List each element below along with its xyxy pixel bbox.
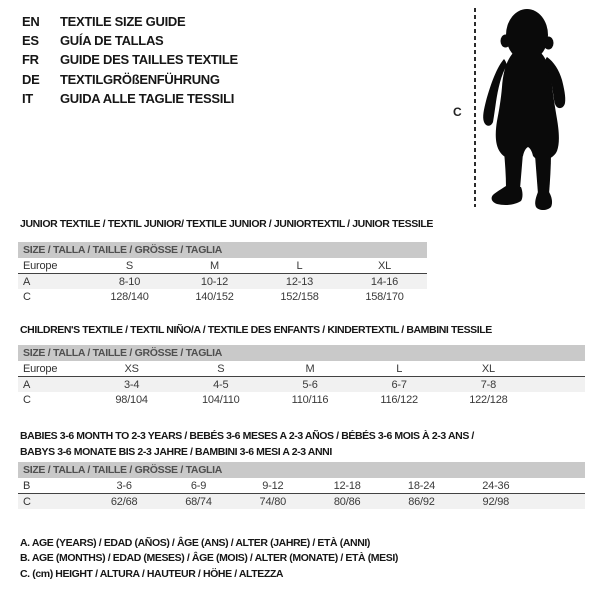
row-label: A (23, 275, 31, 288)
height-measure-label: C (453, 105, 462, 119)
row-label: C (23, 495, 31, 508)
spacer-cell (533, 392, 585, 407)
row-label: C (23, 393, 31, 406)
size-cell: 98/104 (115, 393, 148, 406)
size-table (18, 478, 585, 509)
size-cell: 152/158 (280, 290, 319, 303)
table-title-line: JUNIOR TEXTILE / TEXTIL JUNIOR/ TEXTILE JUNIOR / JUNIORTEXTIL / JUNIOR TESSILE (20, 218, 433, 230)
language-label: TEXTILE SIZE GUIDE (60, 14, 186, 29)
size-cell: 110/116 (291, 393, 329, 406)
language-row (22, 12, 238, 31)
footnote: A. AGE (YEARS) / EDAD (AÑOS) / ÂGE (ANS) / ALTER (JAHRE) / ETÀ (ANNI) (20, 537, 371, 549)
table-row (18, 478, 585, 494)
size-cell: 74/80 (259, 495, 287, 508)
size-header-bar: SIZE / TALLA / TAILLE / GRÖSSE / TAGLIA (18, 242, 427, 258)
size-cell: L (257, 258, 342, 274)
spacer-cell (533, 494, 585, 510)
size-header-bar: SIZE / TALLA / TAILLE / GRÖSSE / TAGLIA (18, 462, 585, 478)
spacer-cell (533, 361, 585, 377)
size-cell: M (265, 361, 354, 377)
size-cell: 10-12 (200, 275, 229, 288)
table-row (18, 258, 427, 274)
size-cell: M (172, 258, 257, 274)
row-label: C (23, 290, 31, 303)
language-code: IT (22, 90, 33, 106)
size-cell: XS (87, 361, 176, 377)
table-row (18, 289, 427, 304)
table-title (20, 322, 492, 338)
size-cell: 104/110 (202, 393, 240, 406)
size-cell: 5-6 (302, 378, 318, 391)
language-list (22, 12, 238, 108)
language-row (22, 70, 238, 89)
size-cell: S (176, 361, 265, 377)
language-code: ES (22, 33, 39, 49)
table-row (18, 494, 585, 510)
size-cell: 12-13 (285, 275, 314, 288)
table-row (18, 361, 585, 377)
table-row (18, 274, 427, 290)
language-code: DE (22, 71, 40, 87)
size-cell: 12-18 (310, 478, 384, 494)
size-cell: 24-36 (459, 478, 533, 494)
footnote-list (20, 536, 398, 582)
language-code: FR (22, 52, 39, 68)
row-label: Europe (18, 258, 87, 274)
size-cell: 158/170 (365, 290, 404, 303)
size-cell: 4-5 (213, 378, 229, 391)
spacer-cell (533, 478, 585, 494)
language-label: GUIDE DES TAILLES TEXTILE (60, 52, 238, 68)
size-cell: 6-9 (161, 478, 235, 494)
size-cell: 86/92 (408, 495, 435, 508)
size-cell: 9-12 (236, 478, 310, 494)
row-label: Europe (18, 361, 87, 377)
size-cell: 18-24 (384, 478, 458, 494)
table-title (20, 428, 474, 460)
size-cell: 80/86 (333, 495, 361, 508)
table-title-line: BABYS 3-6 MONATE BIS 2-3 JAHRE / BAMBINI 3-6 MESI A 2-3 ANNI (20, 446, 332, 458)
size-cell: 14-16 (370, 275, 399, 288)
row-label: B (18, 478, 87, 494)
size-header-bar: SIZE / TALLA / TAILLE / GRÖSSE / TAGLIA (18, 345, 585, 361)
size-cell: XL (444, 361, 533, 377)
footnote: C. (cm) HEIGHT / ALTURA / HAUTEUR / HÖHE / ALTEZZA (20, 567, 284, 580)
size-cell: 3-4 (123, 378, 140, 391)
toddler-silhouette-icon (478, 5, 578, 215)
table-title-line: CHILDREN'S TEXTILE / TEXTIL NIÑO/A / TEXTILE DES ENFANTS / KINDERTEXTIL / BAMBINI TESSILE (20, 324, 492, 336)
language-label: TEXTILGRÖßENFÜHRUNG (60, 71, 220, 87)
size-cell: 140/152 (195, 290, 234, 303)
size-cell: 68/74 (185, 495, 212, 508)
size-cell: 92/98 (482, 495, 510, 508)
language-code: EN (22, 14, 40, 29)
language-row (22, 31, 238, 50)
size-cell: 62/68 (110, 495, 138, 508)
footnote: B. AGE (MONTHS) / EDAD (MESES) / ÂGE (MOIS) / ALTER (MONATE) / ETÀ (MESI) (20, 552, 398, 565)
size-cell: 128/140 (110, 290, 149, 303)
language-label: GUÍA DE TALLAS (60, 33, 164, 49)
size-cell: 3-6 (87, 478, 161, 494)
size-cell: 6-7 (391, 378, 407, 391)
language-row (22, 50, 238, 69)
size-cell: S (87, 258, 172, 274)
size-cell: L (355, 361, 444, 377)
spacer-cell (533, 377, 585, 393)
size-cell: 122/128 (469, 393, 508, 406)
size-cell: 116/122 (380, 393, 418, 406)
size-cell: XL (342, 258, 427, 274)
language-row (22, 89, 238, 108)
table-row (18, 392, 585, 407)
row-label: A (23, 378, 31, 391)
language-label: GUIDA ALLE TAGLIE TESSILI (60, 90, 235, 106)
table-title (20, 216, 433, 232)
size-table (18, 258, 427, 304)
size-cell: 8-10 (118, 275, 141, 288)
size-table (18, 361, 585, 407)
size-cell: 7-8 (480, 378, 497, 391)
table-row (18, 377, 585, 393)
table-title-line: BABIES 3-6 MONTH TO 2-3 YEARS / BEBÉS 3-6 MESES A 2-3 AÑOS / BÉBÉS 3-6 MOIS À 2-3 ANS / (20, 430, 474, 442)
height-measure-line (474, 8, 476, 207)
